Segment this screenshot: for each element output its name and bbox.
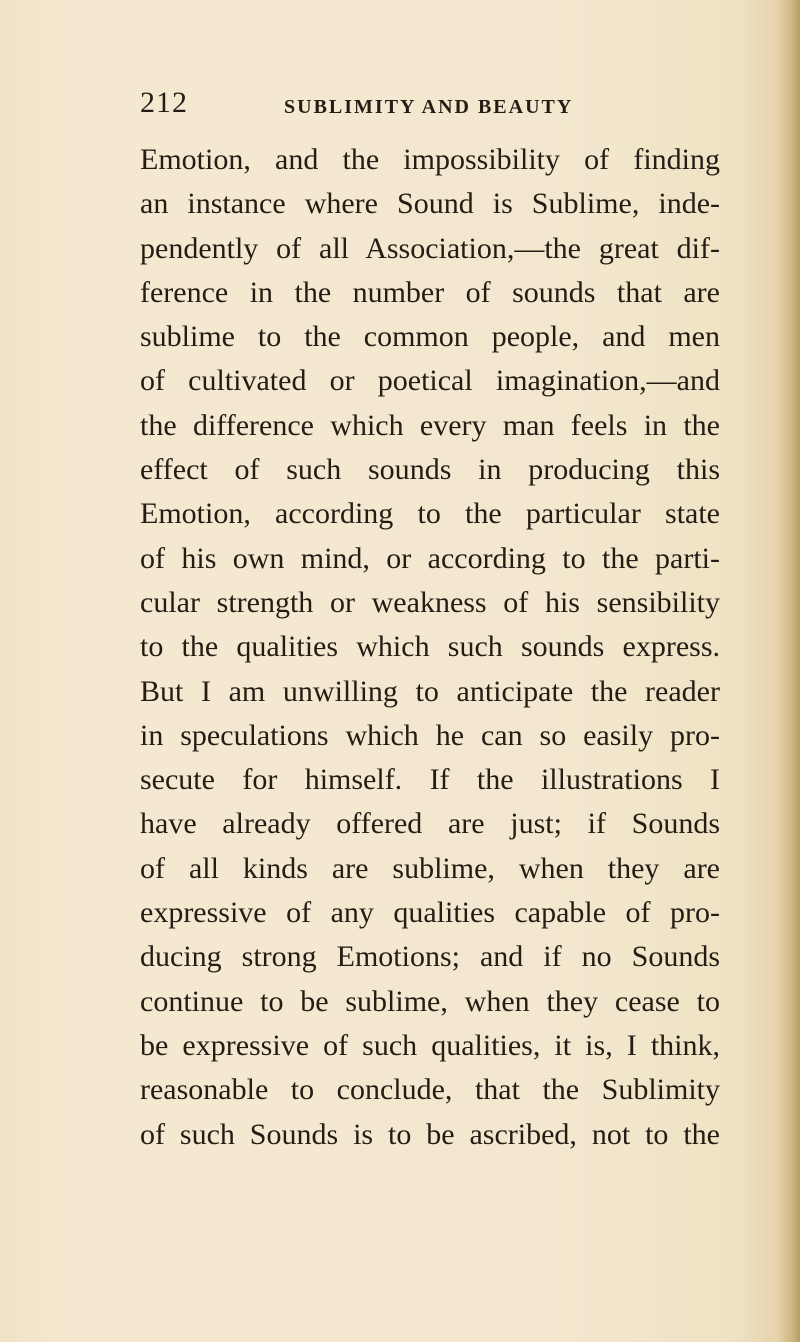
text-line: in speculations which he can so easily pro- [140,718,720,752]
text-line: Emotion, according to the particular state [140,497,720,531]
text-line: secute for himself. If the illustrations I [140,763,720,797]
text-line: ducing strong Emotions; and if no Sounds [140,940,720,974]
text-line: expressive of any qualities capable of pro- [140,896,720,930]
text-line: of his own mind, or according to the parti- [140,541,720,575]
page-edge-shadow [778,0,800,1342]
text-line: sublime to the common people, and men [140,320,720,354]
text-line: have already offered are just; if Sounds [140,807,720,841]
text-line: effect of such sounds in producing this [140,453,720,487]
running-head [0,86,800,126]
body-text [140,138,720,1157]
text-line: of all kinds are sublime, when they are [140,851,720,885]
text-line: continue to be sublime, when they cease to [140,984,720,1018]
text-line: be expressive of such qualities, it is, I think, [140,1028,720,1062]
text-line: reasonable to conclude, that the Sublimity [140,1073,720,1107]
text-line: an instance where Sound is Sublime, inde- [140,187,720,221]
text-line: Emotion, and the impossibility of finding [140,143,720,176]
text-line: ference in the number of sounds that are [140,275,720,309]
running-title: SUBLIMITY AND BEAUTY [284,96,574,118]
text-line: cular strength or weakness of his sensibility [140,585,720,619]
page-number: 212 [140,86,188,119]
text-line: of cultivated or poetical imagination,—and [140,364,720,398]
text-line: to the qualities which such sounds express. [140,630,720,664]
text-line: But I am unwilling to anticipate the reader [140,674,720,708]
text-line: of such Sounds is to be ascribed, not to the [140,1117,720,1151]
text-line: the difference which every man feels in the [140,408,720,442]
text-line: pendently of all Association,—the great dif- [140,231,720,265]
